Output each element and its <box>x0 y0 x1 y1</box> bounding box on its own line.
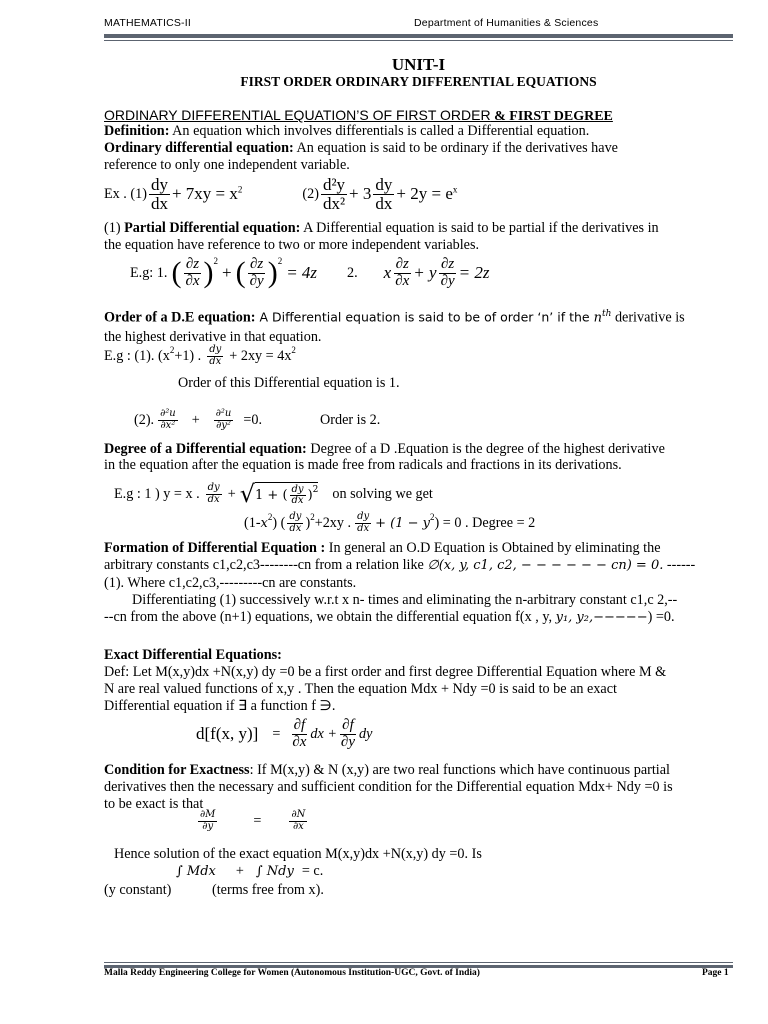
formation-line2: arbitrary constants c1,c2,c3--------cn from a relation like ∅(x, y, c1, c2, − − − − − − cn) = 0. ------ <box>104 557 696 573</box>
condition-line1: Condition for Exactness: If M(x,y) & N (x,y) are two real functions which have continuous partial <box>104 762 670 778</box>
degree-text-2: in the equation after the equation is made free from radicals and fractions in its derivations. <box>104 457 622 473</box>
fraction-d2y-dx2: $\frac{\text{d²y}}{\text{dx²}}$ <box>322 175 346 213</box>
fraction-dM-dy: $\frac{\partial M}{\partial y}$ <box>200 809 216 832</box>
page-number: Page 1 <box>702 968 729 978</box>
unit-subtitle: FIRST ORDER ORDINARY DIFFERENTIAL EQUATIONS <box>240 74 597 89</box>
fraction-df-dy: $\frac{\partial f}{\partial y}$ <box>340 717 355 750</box>
exact-line2: N are real valued functions of x,y . Then the equation Mdx + Ndy =0 is said to be an exact <box>104 681 617 697</box>
y-constant-note: (y constant) <box>104 882 172 898</box>
terms-free-note: (terms free from x). <box>212 882 324 898</box>
example-ode <box>104 176 457 213</box>
pde-text-2: the equation have reference to two or more independent variables. <box>104 237 480 253</box>
fraction-dy-dx: $\frac{dy}{dx}$ <box>150 175 168 213</box>
plus-three: + 3 <box>349 184 372 204</box>
fraction-dy-dx-degree: $\frac{dy}{dx}$ <box>207 482 220 505</box>
on-solving-text: on solving we get <box>332 485 433 502</box>
order-example-1: E.g : (1). (x $^2$ +1) . $\frac{dy}{dx}$ + 2xy = 4x $^2$ <box>104 344 296 367</box>
condition-line2: derivatives then the necessary and sufficient condition for the Differential equation Mdx+ Ndy =0 is <box>104 779 673 795</box>
example-prefix-2: (2) <box>302 185 319 202</box>
order-text-2: the highest derivative in that equation. <box>104 329 322 345</box>
footer-college: Malla Reddy Engineering College for Women (Autonomous Institution-UGC, Govt. of India) <box>104 968 480 978</box>
fraction-dz-dx: $\frac{\partial z}{\partial x}$ <box>185 255 200 289</box>
fraction-d2u-dx2: $\frac{\text{∂²u}}{\text{∂x²}}$ <box>160 408 176 431</box>
pde-example-prefix: E.g: 1. <box>130 264 168 281</box>
section-heading-part1: ORDINARY DIFFERENTIAL EQUATION’S OF FIRST ORDER <box>104 107 491 123</box>
header-rule <box>104 34 733 38</box>
footer-rule-thin <box>104 962 733 963</box>
exact-equation-lhs: d[f(x, y)] <box>196 724 259 744</box>
fraction-dz-dy: $\frac{\partial z}{\partial y}$ <box>249 255 264 289</box>
example-equation-2: + $2y = e^x$ <box>396 184 458 204</box>
header-department: Department of Humanities & Sciences <box>414 17 599 29</box>
fraction-dy-dx-order: $\frac{dy}{dx}$ <box>209 344 222 367</box>
ode-text-1: An equation is said to be ordinary if the derivatives have <box>293 140 618 156</box>
fraction-df-dx: $\frac{\partial f}{\partial x}$ <box>292 717 307 750</box>
pde-example: E.g: 1. ( $\frac{\partial z}{\partial x}$ ) $^2$ + ( $\frac{\partial z}{\partial y}$ ) $^2$ = 4z 2. x $\frac{\partial z}{\partial x}$ + y $\frac{\partial z}{\partial y}$ = 2z <box>130 255 490 289</box>
pde-label: Partial Differential equation: <box>124 220 301 236</box>
example-prefix-1: Ex . (1) <box>104 185 147 202</box>
ode-text-2: reference to only one independent variable. <box>104 157 350 173</box>
fraction-dy-dx-2: $\frac{dy}{dx}$ <box>375 175 393 213</box>
fraction-dz-dy-2: $\frac{\partial z}{\partial y}$ <box>440 255 455 289</box>
order-statement: Order of this Differential equation is 1. <box>178 375 400 391</box>
condition-label: Condition for Exactness <box>104 762 250 778</box>
formation-paragraph-line1: Formation of Differential Equation : In general an O.D Equation is Obtained by eliminating the <box>104 540 661 556</box>
definition-text: An equation which involves differentials is called a Differential equation. <box>169 123 590 139</box>
fraction-dN-dx: $\frac{\partial N}{\partial x}$ <box>291 809 306 832</box>
formation-line4: Differentiating (1) successively w.r.t x n- times and eliminating the n-arbitrary constant c1,c 2,-- <box>132 592 678 608</box>
ode-label: Ordinary differential equation: <box>104 140 294 156</box>
hence-line: Hence solution of the exact equation M(x,y)dx +N(x,y) dy =0. Is <box>114 846 482 862</box>
definition-paragraph <box>104 123 589 140</box>
formation-label: Formation of Differential Equation : <box>104 540 326 556</box>
definition-label: Definition: <box>104 123 170 139</box>
formation-line3: (1). Where c1,c2,c3,---------cn are constants. <box>104 575 357 591</box>
order-label: Order of a D.E equation: <box>104 309 256 326</box>
header-subject: MATHEMATICS-II <box>104 17 191 29</box>
square-root: √ 1 + ( $\frac{dy}{dx}$ ) $^2$ <box>239 480 319 508</box>
integral-mdx: ∫ Mdx <box>176 864 216 879</box>
solution-integral: ∫ Mdx + ∫ Ndy = c. <box>176 863 324 879</box>
pde-text-1: A Differential equation is said to be partial if the derivatives in <box>300 220 659 236</box>
pde-paragraph-line1: (1) Partial Differential equation: A Differential equation is said to be partial if the derivatives in <box>104 220 659 236</box>
header-rule-thin <box>104 40 733 41</box>
degree-label: Degree of a Differential equation: <box>104 441 307 457</box>
exact-line3: Differential equation if ∃ a function f ∋. <box>104 698 336 714</box>
pde-rhs-1: = 4z <box>286 263 318 282</box>
fraction-d2u-dy2: $\frac{\text{∂²u}}{\text{∂y²}}$ <box>215 408 232 431</box>
formation-line5: --cn from the above (n+1) equations, we obtain the differential equation f(x , y, y₁, y₂,−−−−−) =0. <box>104 609 675 625</box>
example-equation-1: + $7xy = x^2$ <box>171 184 243 204</box>
condition-equation: $\frac{\partial M}{\partial y}$ = $\frac{\partial N}{\partial x}$ <box>200 809 306 832</box>
fraction-dz-dx-2: $\frac{\partial z}{\partial x}$ <box>395 255 410 289</box>
degree-paragraph-line1: Degree of a Differential equation: Degree of a D .Equation is the degree of the highest derivative <box>104 441 665 457</box>
exact-line1: Def: Let M(x,y)dx +N(x,y) dy =0 be a first order and first degree Differential Equation where M & <box>104 664 667 680</box>
exact-equation: d[f(x, y)] = $\frac{\partial f}{\partial x}$ dx + $\frac{\partial f}{\partial y}$ dy <box>196 717 373 750</box>
condition-line3: to be exact is that <box>104 796 204 812</box>
degree-result: (1- x $^2$ ) ( $\frac{dy}{dx}$ ) $^2$ +2xy . $\frac{dy}{dx}$ + (1 − y $^2$ ) = 0 . Degree = 2 <box>244 511 536 534</box>
degree-example: E.g : 1 ) y = x . $\frac{dy}{dx}$ + √ 1 + ( $\frac{dy}{dx}$ ) $^2$ on solving we get <box>114 480 433 508</box>
section-heading-part2: & FIRST DEGREE <box>490 109 613 124</box>
order-is-two: Order is 2. <box>320 411 381 428</box>
integral-ndy: ∫ Ndy <box>255 864 294 879</box>
ode-paragraph-line1 <box>104 140 618 157</box>
order-paragraph-line1: Order of a D.E equation: A Differential equation is said to be of order ‘n’ if the $n^{th}$ derivative is <box>104 309 685 326</box>
pde-rhs-2: = 2z <box>458 263 490 282</box>
order-example-2: (2). $\frac{\text{∂²u}}{\text{∂x²}}$ + $\frac{\text{∂²u}}{\text{∂y²}}$ =0. Order is 2. <box>134 408 381 431</box>
unit-title: UNIT-I <box>391 55 446 74</box>
exact-heading: Exact Differential Equations: <box>104 647 282 663</box>
